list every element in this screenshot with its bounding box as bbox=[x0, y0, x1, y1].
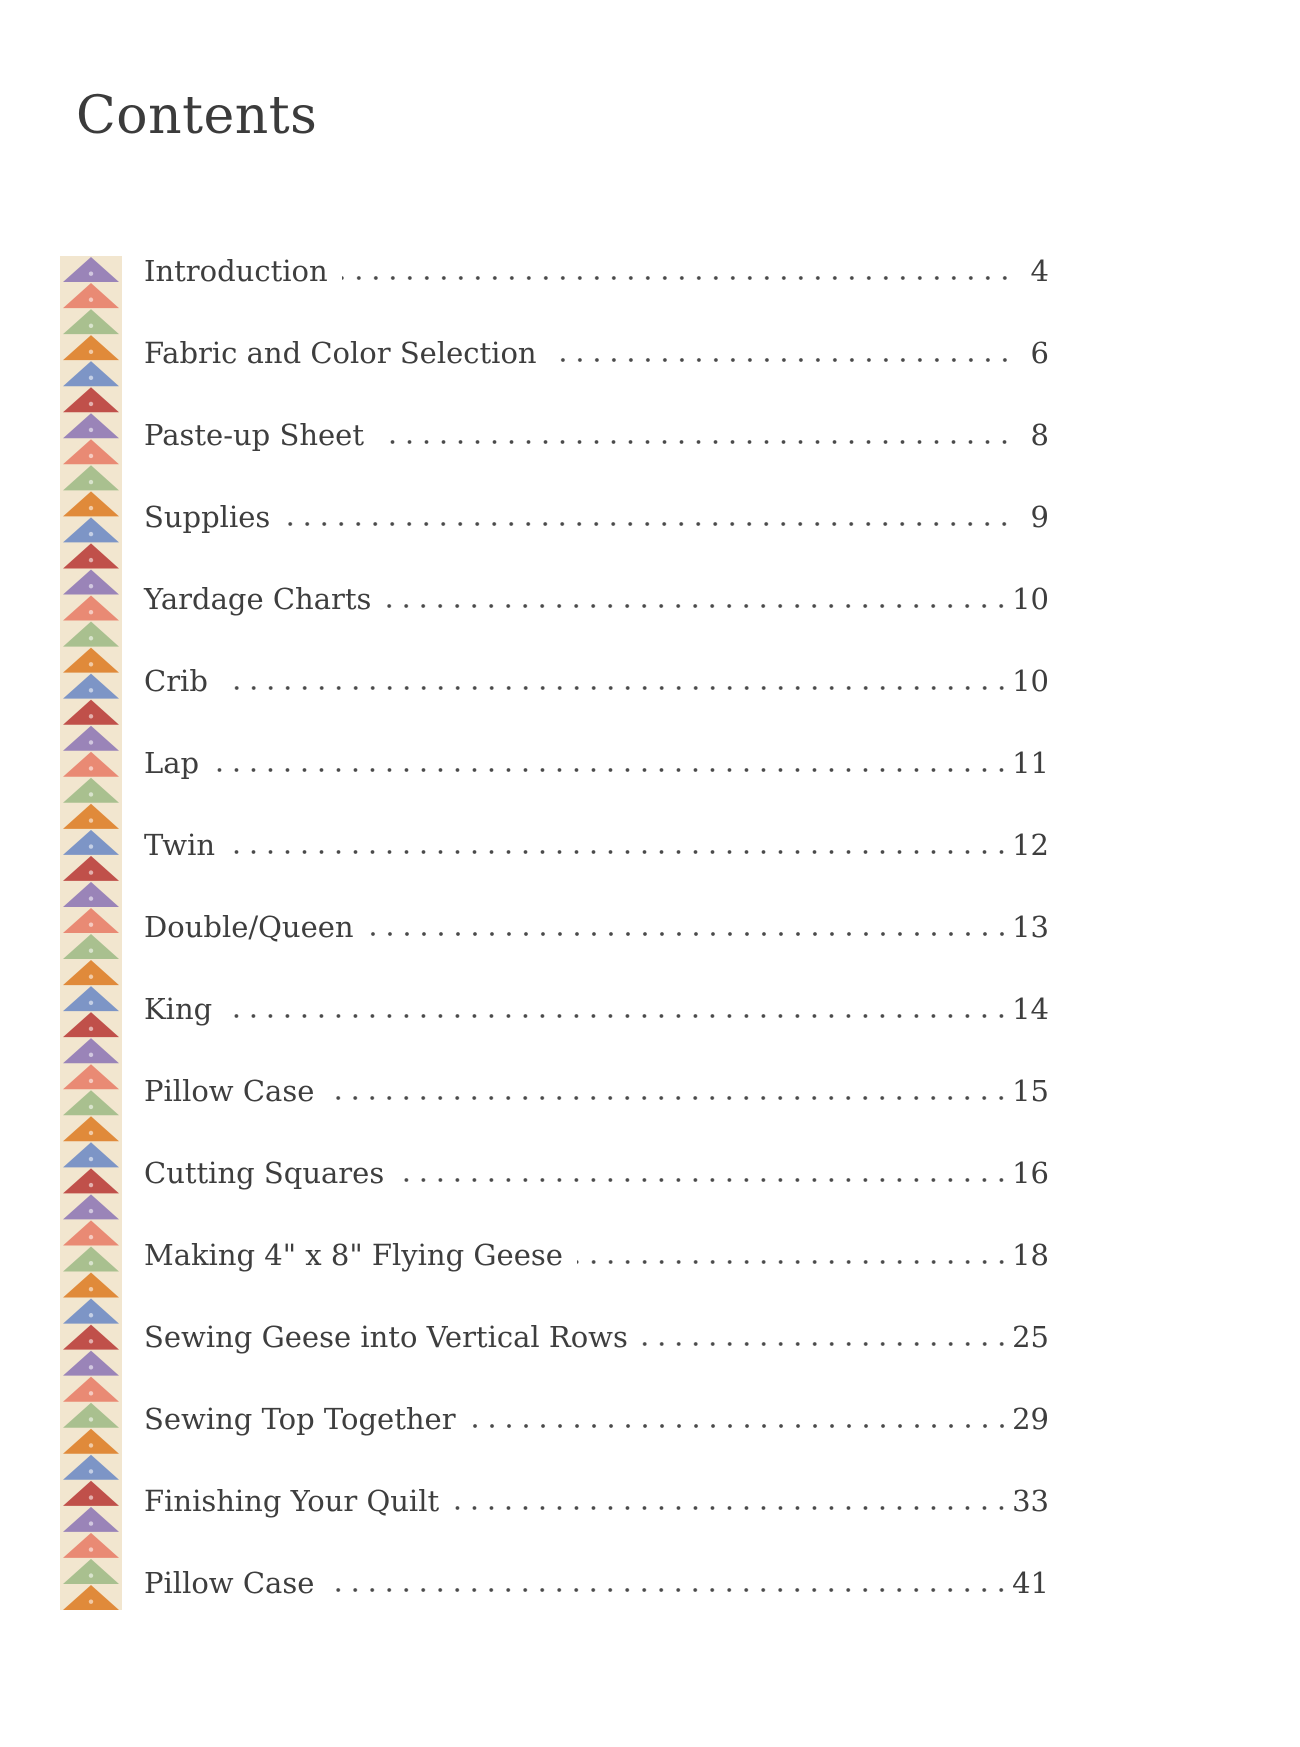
fabric-print-dot bbox=[89, 1209, 93, 1213]
fabric-print-dot bbox=[89, 896, 93, 900]
fabric-print-dot bbox=[89, 1599, 93, 1603]
toc-entry[interactable] bbox=[144, 828, 1049, 910]
toc-page-number: 12 bbox=[1012, 828, 1049, 862]
fabric-print-dot bbox=[89, 1417, 93, 1421]
toc-entry[interactable] bbox=[144, 1156, 1049, 1238]
fabric-print-dot bbox=[89, 610, 93, 614]
toc-entry-title: Paste-up Sheet bbox=[144, 418, 364, 452]
fabric-print-dot bbox=[89, 714, 93, 718]
fabric-print-dot bbox=[89, 298, 93, 302]
toc-entry[interactable] bbox=[144, 418, 1049, 500]
fabric-print-dot bbox=[89, 1079, 93, 1083]
fabric-print-dot bbox=[89, 1157, 93, 1161]
fabric-print-dot bbox=[89, 428, 93, 432]
toc-page-number: 13 bbox=[1012, 910, 1049, 944]
fabric-print-dot bbox=[89, 1339, 93, 1343]
toc-page-number: 10 bbox=[1012, 582, 1049, 616]
dot-leader bbox=[284, 521, 1013, 527]
toc-page-number: 11 bbox=[1012, 746, 1049, 780]
fabric-print-dot bbox=[89, 1495, 93, 1499]
toc-entry[interactable] bbox=[144, 992, 1049, 1074]
dot-leader bbox=[328, 1095, 1010, 1101]
toc-entry[interactable] bbox=[144, 254, 1049, 336]
fabric-print-dot bbox=[89, 584, 93, 588]
fabric-print-dot bbox=[89, 1183, 93, 1187]
fabric-print-dot bbox=[89, 1131, 93, 1135]
fabric-print-dot bbox=[89, 1053, 93, 1057]
toc-entry-title: Supplies bbox=[144, 500, 271, 534]
fabric-print-dot bbox=[89, 922, 93, 926]
toc-entry-title: Lap bbox=[144, 746, 200, 780]
fabric-print-dot bbox=[89, 532, 93, 536]
dot-leader bbox=[642, 1341, 1010, 1347]
fabric-print-dot bbox=[89, 350, 93, 354]
toc-entry[interactable] bbox=[144, 910, 1049, 992]
fabric-print-dot bbox=[89, 324, 93, 328]
fabric-print-dot bbox=[89, 1313, 93, 1317]
toc-page-number: 6 bbox=[1030, 336, 1049, 370]
toc-page-number: 8 bbox=[1030, 418, 1049, 452]
toc-entry-title: Pillow Case bbox=[144, 1074, 315, 1108]
toc-entry-title: King bbox=[144, 992, 213, 1026]
dot-leader bbox=[453, 1505, 1010, 1511]
toc-page-number: 29 bbox=[1012, 1402, 1049, 1436]
fabric-print-dot bbox=[89, 688, 93, 692]
fabric-print-dot bbox=[89, 1391, 93, 1395]
toc-page-number: 25 bbox=[1012, 1320, 1049, 1354]
toc-entry[interactable] bbox=[144, 1238, 1049, 1320]
fabric-print-dot bbox=[89, 272, 93, 276]
fabric-print-dot bbox=[89, 1261, 93, 1265]
fabric-print-dot bbox=[89, 740, 93, 744]
toc-entry-title: Yardage Charts bbox=[144, 582, 372, 616]
fabric-print-dot bbox=[89, 870, 93, 874]
toc-page-number: 33 bbox=[1012, 1484, 1049, 1518]
page-title: Contents bbox=[76, 86, 318, 146]
fabric-print-dot bbox=[89, 480, 93, 484]
toc-entry-title: Double/Queen bbox=[144, 910, 354, 944]
toc-entry-title: Fabric and Color Selection bbox=[144, 336, 537, 370]
toc-entry[interactable] bbox=[144, 746, 1049, 828]
dot-leader bbox=[398, 1177, 1010, 1183]
fabric-print-dot bbox=[89, 1287, 93, 1291]
toc-entry-title: Sewing Geese into Vertical Rows bbox=[144, 1320, 628, 1354]
toc-page-number: 16 bbox=[1012, 1156, 1049, 1190]
toc-entry[interactable] bbox=[144, 1566, 1049, 1648]
fabric-print-dot bbox=[89, 558, 93, 562]
toc-entry[interactable] bbox=[144, 1484, 1049, 1566]
fabric-print-dot bbox=[89, 792, 93, 796]
dot-leader bbox=[226, 1013, 1010, 1019]
dot-leader bbox=[368, 931, 1010, 937]
table-of-contents bbox=[144, 254, 1049, 1648]
fabric-print-dot bbox=[89, 402, 93, 406]
toc-page-number: 41 bbox=[1012, 1566, 1049, 1600]
fabric-print-dot bbox=[89, 844, 93, 848]
toc-entry[interactable] bbox=[144, 582, 1049, 664]
toc-page-number: 10 bbox=[1012, 664, 1049, 698]
dot-leader bbox=[222, 685, 1010, 691]
toc-entry-title: Sewing Top Together bbox=[144, 1402, 456, 1436]
dot-leader bbox=[328, 1587, 1010, 1593]
fabric-print-dot bbox=[89, 662, 93, 666]
dot-leader bbox=[577, 1259, 1010, 1265]
toc-page-number: 14 bbox=[1012, 992, 1049, 1026]
fabric-print-dot bbox=[89, 1365, 93, 1369]
fabric-print-dot bbox=[89, 1105, 93, 1109]
toc-entry-title: Crib bbox=[144, 664, 208, 698]
fabric-print-dot bbox=[89, 1027, 93, 1031]
toc-entry[interactable] bbox=[144, 336, 1049, 418]
toc-page-number: 15 bbox=[1012, 1074, 1049, 1108]
dot-leader bbox=[551, 357, 1013, 363]
dot-leader bbox=[470, 1423, 1011, 1429]
toc-entry[interactable] bbox=[144, 1402, 1049, 1484]
flying-geese-quilt-strip-icon bbox=[60, 256, 122, 1610]
toc-page-number: 9 bbox=[1030, 500, 1049, 534]
toc-entry-title: Cutting Squares bbox=[144, 1156, 385, 1190]
dot-leader bbox=[229, 849, 1010, 855]
toc-entry[interactable] bbox=[144, 1074, 1049, 1156]
toc-entry-title: Making 4" x 8" Flying Geese bbox=[144, 1238, 563, 1272]
dot-leader bbox=[342, 275, 1013, 281]
dot-leader bbox=[385, 603, 1010, 609]
fabric-print-dot bbox=[89, 1547, 93, 1551]
toc-entry[interactable] bbox=[144, 500, 1049, 582]
dot-leader bbox=[378, 439, 1013, 445]
dot-leader bbox=[213, 767, 1010, 773]
fabric-print-dot bbox=[89, 1469, 93, 1473]
fabric-print-dot bbox=[89, 766, 93, 770]
fabric-print-dot bbox=[89, 376, 93, 380]
fabric-print-dot bbox=[89, 454, 93, 458]
toc-entry-title: Pillow Case bbox=[144, 1566, 315, 1600]
toc-entry-title: Twin bbox=[144, 828, 216, 862]
toc-page-number: 4 bbox=[1030, 254, 1049, 288]
fabric-print-dot bbox=[89, 1573, 93, 1577]
toc-entry[interactable] bbox=[144, 1320, 1049, 1402]
toc-page-number: 18 bbox=[1012, 1238, 1049, 1272]
fabric-print-dot bbox=[89, 818, 93, 822]
fabric-print-dot bbox=[89, 506, 93, 510]
fabric-print-dot bbox=[89, 1443, 93, 1447]
toc-entry-title: Introduction bbox=[144, 254, 328, 288]
fabric-print-dot bbox=[89, 975, 93, 979]
fabric-print-dot bbox=[89, 1001, 93, 1005]
fabric-print-dot bbox=[89, 1521, 93, 1525]
toc-entry[interactable] bbox=[144, 664, 1049, 746]
fabric-print-dot bbox=[89, 1235, 93, 1239]
fabric-print-dot bbox=[89, 949, 93, 953]
fabric-print-dot bbox=[89, 636, 93, 640]
toc-entry-title: Finishing Your Quilt bbox=[144, 1484, 440, 1518]
